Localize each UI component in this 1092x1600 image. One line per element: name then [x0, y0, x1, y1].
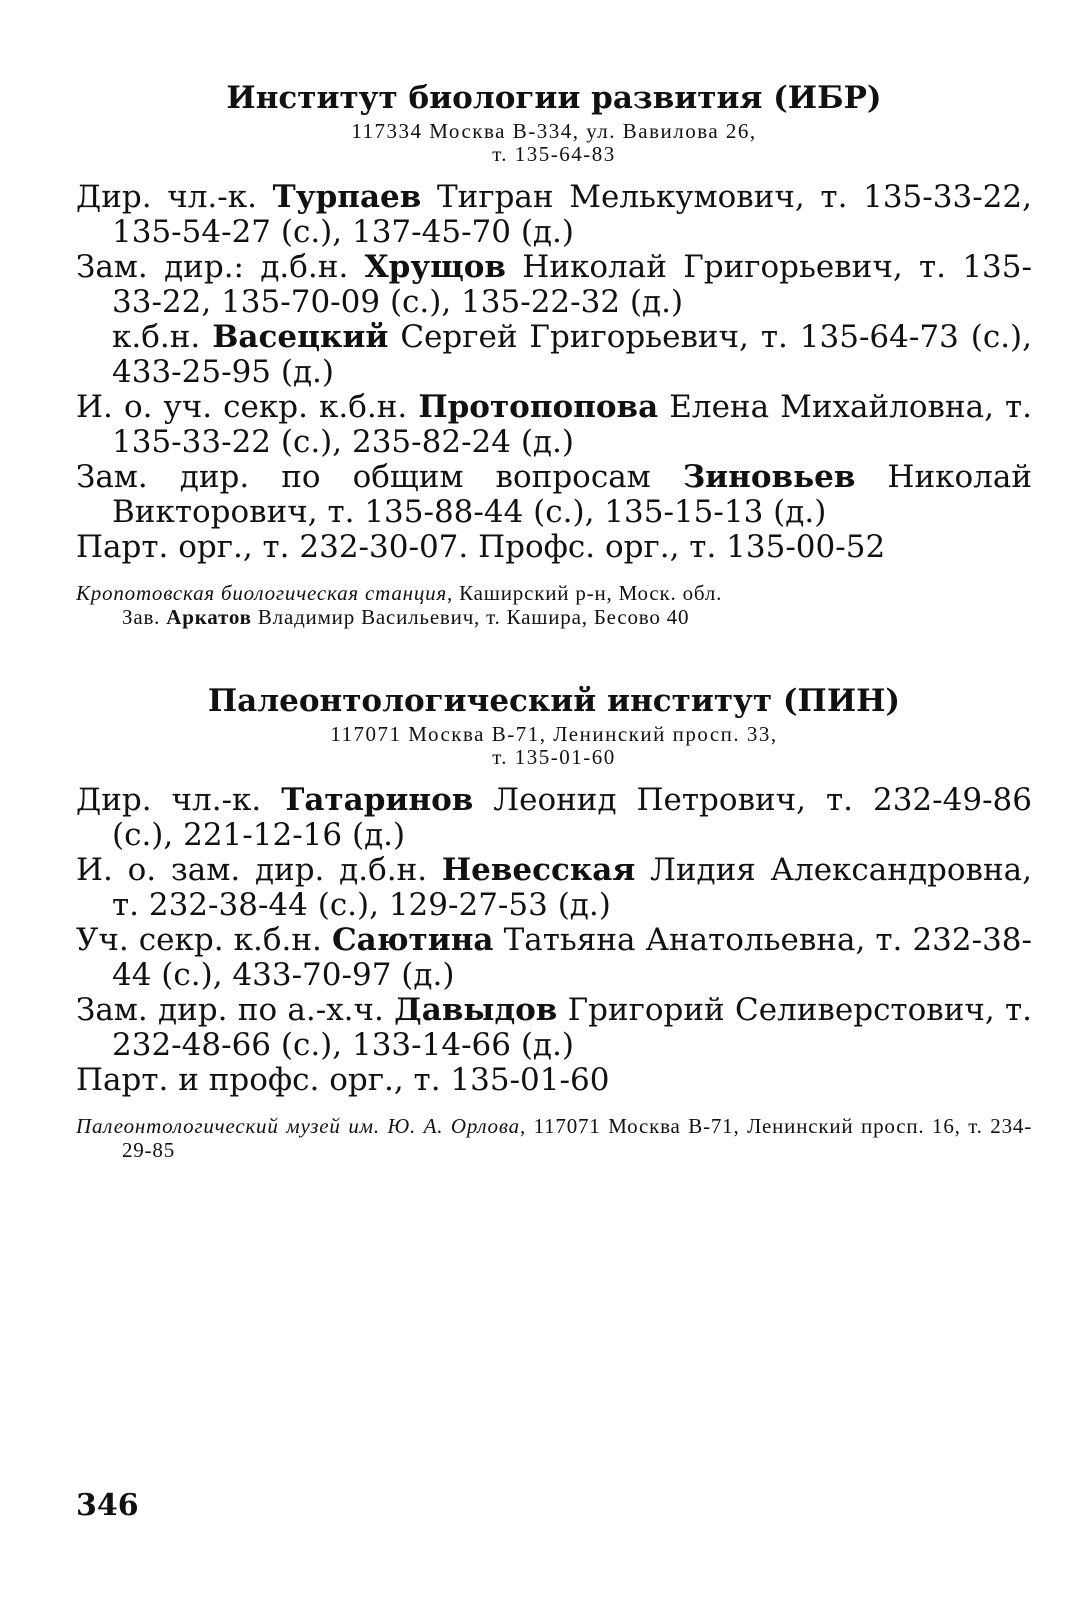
entry-role: Дир. чл.-к. — [76, 179, 273, 215]
entry-details: Тигран Мелькумович, т. 135-33-22, 135-54-27 (с.), 137-45-70 (д.) — [112, 179, 1032, 250]
sub-unit-address: , Каширский р-н, Моск. обл. — [447, 581, 723, 605]
entry-role: Дир. чл.-к. — [76, 782, 282, 818]
sub-unit-head-details: Владимир Васильевич, т. Кашира, Бесово 40 — [251, 605, 690, 629]
entry-role: И. о. зам. дир. д.б.н. — [76, 852, 442, 888]
institute-title: Палеонтологический институт (ПИН) — [207, 683, 901, 719]
entry-surname: Саютина — [331, 922, 494, 958]
sub-unit-name: Палеонтологический музей им. Ю. А. Орлова — [76, 1114, 520, 1138]
entry-details: Николай Григорьевич, т. 135-33-22, 135-70-09 (с.), 135-22-32 (д.) — [112, 249, 1032, 320]
entry-role: И. о. уч. секр. к.б.н. — [76, 389, 419, 425]
entry-surname: Зиновьев — [682, 459, 856, 495]
entry-details: Николай Викторович, т. 135-88-44 (с.), 135-15-13 (д.) — [112, 459, 1032, 530]
entry-role: Парт. и профс. орг., т. 135-01-60 — [76, 1062, 610, 1098]
address-line-1: 117071 Москва В-71, Ленинский просп. 33, — [330, 722, 778, 746]
staff-entry — [76, 1063, 1032, 1098]
staff-list — [76, 180, 1032, 565]
staff-entry — [76, 250, 1032, 320]
entry-surname: Невесская — [441, 852, 636, 888]
entry-details: Елена Михайловна, т. 135-33-22 (с.), 235-82-24 (д.) — [112, 389, 1032, 460]
staff-entry — [76, 320, 1032, 390]
staff-entry — [76, 390, 1032, 460]
page-content — [76, 78, 1032, 1162]
staff-entry — [76, 530, 1032, 565]
entry-surname: Васецкий — [212, 319, 389, 355]
entry-details: Лидия Александровна, т. 232-38-44 (с.), 129-27-53 (д.) — [112, 852, 1032, 923]
sub-unit-name: Кропотовская биологическая станция — [76, 581, 448, 605]
staff-list — [76, 783, 1032, 1098]
entry-role: Зам. дир. по общим вопросам — [76, 459, 683, 495]
institute-section-ibr — [76, 78, 1032, 629]
entry-role: Зам. дир.: д.б.н. — [76, 249, 365, 285]
address-line-2: т. 135-01-60 — [492, 745, 616, 769]
entry-role: Парт. орг., т. 232-30-07. Профс. орг., т. 135-00-52 — [76, 529, 886, 565]
sub-unit — [76, 581, 1032, 629]
staff-entry — [76, 853, 1032, 923]
entry-details: Леонид Петрович, т. 232-49-86 (с.), 221-12-16 (д.) — [112, 782, 1032, 853]
sub-unit-head — [122, 605, 1032, 629]
staff-entry — [76, 180, 1032, 250]
entry-surname: Хрущов — [364, 249, 506, 285]
sub-unit — [76, 1114, 1032, 1162]
staff-entry — [76, 993, 1032, 1063]
institute-address — [76, 723, 1032, 769]
entry-details: Григорий Селиверстович, т. 232-48-66 (с.), 133-14-66 (д.) — [112, 992, 1032, 1063]
staff-entry — [76, 783, 1032, 853]
address-line-1: 117334 Москва В-334, ул. Вавилова 26, — [351, 119, 757, 143]
entry-surname: Давыдов — [394, 992, 558, 1028]
sub-unit-head-surname: Аркатов — [166, 605, 252, 629]
institute-title: Институт биологии развития (ИБР) — [226, 80, 882, 116]
institute-address — [76, 120, 1032, 166]
staff-entry — [76, 460, 1032, 530]
address-line-2: т. 135-64-83 — [492, 142, 616, 166]
entry-details: Сергей Григорьевич, т. 135-64-73 (с.), 433-25-95 (д.) — [112, 319, 1033, 390]
institute-section-pin — [76, 681, 1032, 1162]
entry-surname: Татаринов — [281, 782, 474, 818]
entry-role: Уч. секр. к.б.н. — [76, 922, 332, 958]
entry-surname: Турпаев — [272, 179, 422, 215]
page-number: 346 — [76, 1488, 139, 1523]
entry-details: Татьяна Анатольевна, т. 232-38-44 (с.), 433-70-97 (д.) — [112, 922, 1033, 993]
entry-role: к.б.н. — [112, 319, 213, 355]
entry-surname: Протопопова — [418, 389, 659, 425]
sub-unit-head-role: Зав. — [122, 605, 167, 629]
staff-entry — [76, 923, 1032, 993]
sub-unit-address: , 117071 Москва В-71, Ленинский просп. 16, т. 234-29-85 — [122, 1114, 1033, 1162]
entry-role: Зам. дир. по а.-х.ч. — [76, 992, 395, 1028]
